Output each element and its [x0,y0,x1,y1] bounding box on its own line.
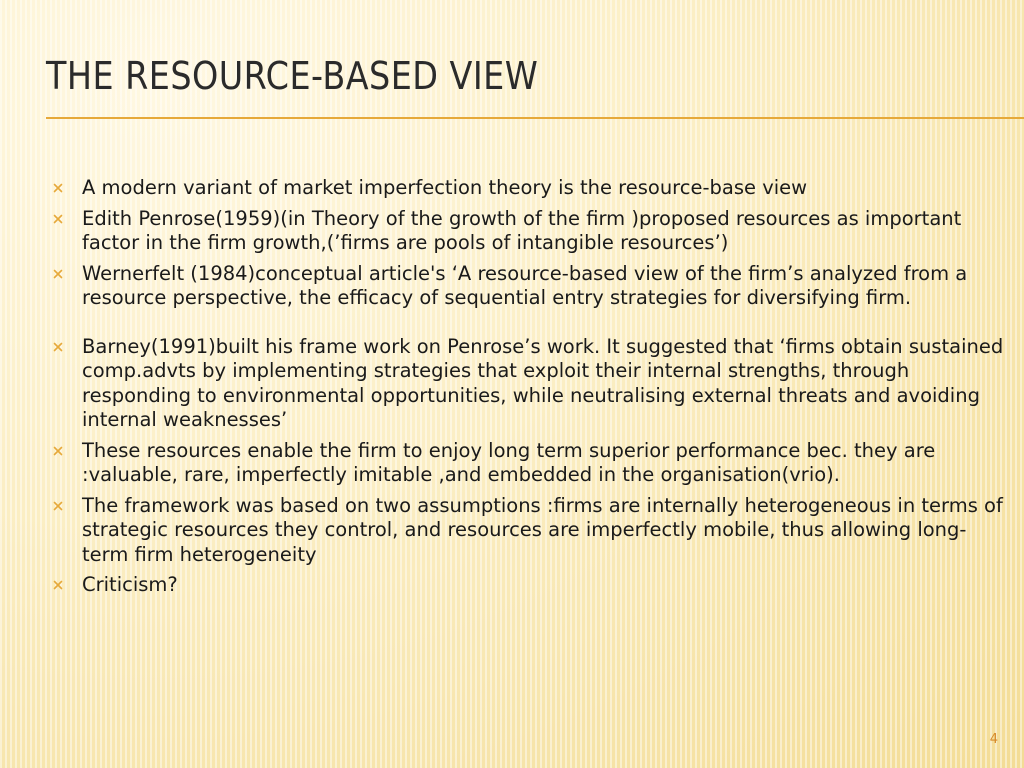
title-divider [46,117,1024,119]
bullet-item [48,262,1008,311]
bullet-text: Wernerfelt (1984)conceptual article's ‘A resource-based view of the firm’s analyzed from a resource perspective, the efficacy of sequential entry strategies for diversifying firm. [82,261,968,309]
bullet-list [48,176,1008,604]
bullet-text: Criticism? [82,573,178,596]
bullet-text: A modern variant of market imperfection theory is the resource-base view [82,176,808,199]
x-mark-icon [48,573,68,597]
x-mark-icon [48,207,68,231]
bullet-item [48,573,1008,598]
x-mark-icon [48,439,68,463]
bullet-item [48,335,1008,433]
x-mark-icon [48,176,68,200]
x-mark-icon [48,262,68,286]
slide-title: THE RESOURCE-BASED VIEW [46,54,539,98]
x-mark-icon [48,494,68,518]
bullet-text: The framework was based on two assumptions :firms are internally heterogeneous in terms of strategic resources they control, and resources are imperfectly mobile, thus allowing long-term firm heterogeneity [82,493,1003,566]
bullet-item [48,439,1008,488]
bullet-item [48,176,1008,201]
x-mark-icon [48,335,68,359]
bullet-item [48,494,1008,568]
bullet-text: These resources enable the firm to enjoy long term superior performance bec. they are :valuable, rare, imperfectly imitable ,and embedded in the organisation(vrio). [82,438,936,486]
bullet-text: Barney(1991)built his frame work on Penrose’s work. It suggested that ‘firms obtain sustained comp.advts by implementing strategies that exploit their internal strengths, through responding to environmental opportunities, while neutralising external threats and avoiding internal weaknesses’ [82,334,1004,431]
bullet-item [48,207,1008,256]
bullet-text: Edith Penrose(1959)(in Theory of the growth of the firm )proposed resources as important factor in the firm growth,(’firms are pools of intangible resources’) [82,206,962,254]
page-number: 4 [989,732,998,747]
